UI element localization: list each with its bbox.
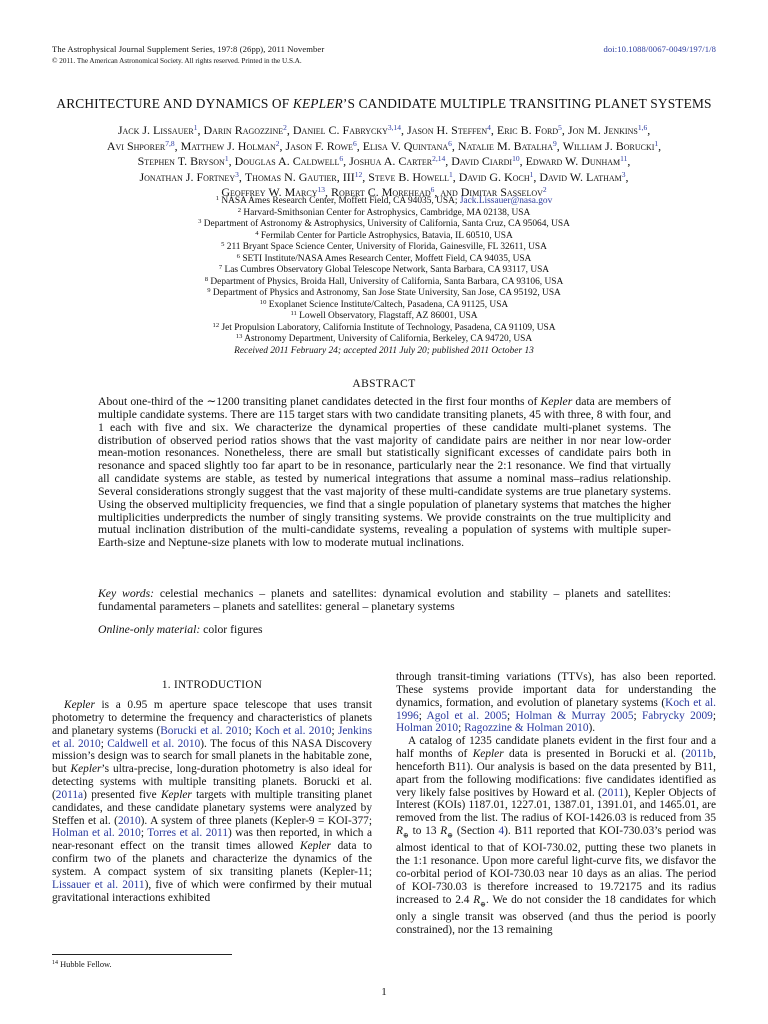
section-link[interactable]: 4 bbox=[498, 825, 505, 838]
affiliation-marker[interactable]: 13 bbox=[317, 185, 325, 195]
online-material: Online-only material: color figures bbox=[98, 623, 263, 636]
author-name: Thomas N. Gautier, III$^{12}$, bbox=[244, 169, 369, 184]
paper-title: ARCHITECTURE AND DYNAMICS OF KEPLER’S CANDIDATE MULTIPLE TRANSITING PLANET SYSTEMS bbox=[56, 96, 712, 111]
affiliation-marker[interactable]: 10 bbox=[512, 154, 520, 164]
author-name: Matthew J. Holman$^2$, bbox=[180, 138, 286, 153]
author-name: Daniel C. Fabrycky$^{3,14}$, bbox=[292, 123, 408, 137]
affiliation: $^9$ Department of Physics and Astronomy, San Jose State University, San Jose, CA 95192, USA bbox=[207, 287, 561, 298]
page-number: 1 bbox=[381, 986, 387, 998]
citation-link[interactable]: Koch et al. 2010 bbox=[255, 724, 332, 737]
citation-link[interactable]: Agol et al. 2005 bbox=[426, 709, 508, 722]
author-name: Edward W. Dunham$^{11}$, bbox=[525, 154, 631, 169]
affiliation-marker[interactable]: 7,8 bbox=[165, 138, 175, 148]
affiliation: $^4$ Fermilab Center for Particle Astrophysics, Batavia, IL 60510, USA bbox=[255, 229, 513, 241]
author-name: Geoffrey W. Marcy$^{13}$, bbox=[221, 185, 331, 200]
citation-link[interactable]: Holman et al. 2010 bbox=[52, 827, 141, 840]
email-link[interactable]: Jack.Lissauer@nasa.gov bbox=[459, 196, 553, 206]
affiliation: $^5$ 211 Bryant Space Science Center, University of Florida, Gainesville, FL 32611, USA bbox=[221, 241, 547, 252]
affiliation-marker[interactable]: 6 bbox=[352, 138, 357, 148]
affiliation: $^3$ Department of Astronomy & Astrophysics, University of California, Santa Cruz, CA 95064, USA bbox=[198, 218, 570, 229]
author-name: Darin Ragozzine$^2$, bbox=[203, 123, 293, 137]
affiliation: $^2$ Harvard-Smithsonian Center for Astrophysics, Cambridge, MA 02138, USA bbox=[237, 206, 531, 218]
citation-link[interactable]: 2011 bbox=[601, 786, 625, 799]
author-name: David Ciardi$^{10}$, bbox=[451, 154, 526, 169]
affiliation-marker[interactable]: 2 bbox=[275, 138, 280, 148]
author-name: Eric B. Ford$^5$, bbox=[496, 123, 568, 137]
author-name: Steve B. Howell$^1$, bbox=[368, 169, 459, 184]
author-name: Douglas A. Caldwell$^6$, bbox=[234, 154, 350, 169]
footnote-rule bbox=[52, 954, 232, 955]
citation-link[interactable]: Jenkins et al. 2010 bbox=[52, 724, 372, 750]
affiliation-marker[interactable]: 9 bbox=[552, 138, 557, 148]
author-name: Jack J. Lissauer$^1$, bbox=[117, 123, 204, 137]
citation-link[interactable]: Torres et al. 2011 bbox=[147, 827, 228, 840]
citation-link[interactable]: Ragozzine & Holman 2010 bbox=[464, 722, 589, 735]
affiliation-marker[interactable]: 3 bbox=[621, 169, 626, 179]
author-name: Jason F. Rowe$^6$, bbox=[285, 138, 363, 153]
author-name: David W. Latham$^3$, bbox=[539, 169, 629, 184]
citation-link[interactable]: Borucki et al. 2010 bbox=[160, 724, 249, 737]
citation-link[interactable]: Koch et al. 1996 bbox=[396, 696, 716, 722]
affiliation-marker[interactable]: 1 bbox=[529, 169, 534, 179]
affiliation: $^{11}$ Lowell Observatory, Flagstaff, AZ 86001, USA bbox=[290, 310, 478, 321]
affiliation: $^{10}$ Exoplanet Science Institute/Caltech, Pasadena, CA 91125, USA bbox=[259, 298, 509, 310]
affiliation-marker[interactable]: 2 bbox=[542, 185, 547, 195]
affiliation-marker[interactable]: 5 bbox=[558, 123, 562, 132]
author-name: David G. Koch$^1$, bbox=[458, 169, 540, 184]
affiliation-marker[interactable]: 2,14 bbox=[432, 154, 446, 164]
body-column-left bbox=[52, 699, 372, 905]
abstract-text: About one-third of the ∼1200 transiting planet candidates detected in the first four months of Kepler data are members of multiple candidate systems. There are 115 target stars with two candidate transiting planets, 45 with three, 8 with four, and 1 each with five and six. We characterize the dynamical properties of these candidate multi-planet systems. The distribution of observed period ratios shows that the vast majority of candidate pairs are neither in nor near low-order mean-motion resonances. Nonetheless, there are small but statistically significant excesses of candidate pairs both in resonance and spaced slightly too far apart to be in resonance, particularly near the 2:1 resonance. We find that virtually all candidate systems are stable, as tested by numerical integrations that assume a nominal mass–radius relationship. Several considerations strongly suggest that the vast majority of these multi-candidate systems are true planetary systems. Using the observed multiplicity frequencies, we find that a single population of planetary systems that matches the higher multiplicities underpredicts the number of singly transiting systems. We provide constraints on the true multiplicity and mutual inclination distribution of the multi-candidate systems, revealing a population of systems with multiple super-Earth-size and Neptune-size planets with low to moderate mutual inclinations. bbox=[98, 395, 671, 550]
author-name: Jason H. Steffen$^4$, bbox=[407, 123, 497, 137]
affiliation-marker[interactable]: 6 bbox=[448, 138, 452, 148]
affiliation-marker[interactable]: 1 bbox=[654, 138, 659, 148]
citation-link[interactable]: 2011b bbox=[685, 748, 714, 761]
affiliation-marker[interactable]: 1 bbox=[193, 123, 198, 132]
running-header bbox=[52, 44, 324, 54]
received-dates: Received 2011 February 24; accepted 2011 July 20; published 2011 October 13 bbox=[234, 345, 534, 356]
author-name: Stephen T. Bryson$^1$, bbox=[137, 154, 235, 169]
citation-link[interactable]: 2010 bbox=[117, 814, 141, 827]
author-name: Jonathan J. Fortney$^3$, bbox=[139, 169, 245, 184]
affiliation-marker[interactable]: 1 bbox=[449, 169, 453, 179]
citation-link[interactable]: Holman & Murray 2005 bbox=[515, 709, 634, 722]
paragraph: A catalog of 1235 candidate planets evident in the first four and a half months of Kepler data is presented in Borucki et al. (2011b, henceforth B11). Our analysis is based on the data presented by B11, apart from the following modifications: five candidates identified as very likely false positives by Howard et al. (2011), Kepler Objects of Interest (KOIs) 1187.01, 1227.01, 1387.01, 1391.01, and 1465.01, are removed from the list. The radius of KOI-1426.03 is reduced from 35 $R_\oplus$ to 13 $R_\oplus$ (Section 4). B11 reported that KOI-730.03’s period was almost identical to that of KOI-730.02, putting these two planets in the 1:1 resonance. Upon more careful light-curve fits, we disfavor the co-orbital period of KOI-730.03 near 10 days as an alias. The period of KOI-730.03 is therefore increased to 19.72175 and its radius increased to 2.4 $R_\oplus$. We do not consider the 18 candidates for which only a single transit was observed (and thus the period is poorly constrained), nor the 13 remaining bbox=[396, 735, 716, 936]
affiliation-marker[interactable]: 2 bbox=[283, 123, 287, 132]
author-name: Elisa V. Quintana$^6$, bbox=[362, 138, 458, 153]
affiliation: $^7$ Las Cumbres Observatory Global Telescope Network, Santa Barbara, CA 93117, USA bbox=[218, 264, 550, 275]
citation-link[interactable]: Fabrycky 2009 bbox=[642, 709, 713, 722]
citation-link[interactable]: Caldwell et al. 2010 bbox=[107, 737, 201, 750]
citation-link[interactable]: Lissauer et al. 2011 bbox=[52, 878, 145, 891]
affiliation-marker[interactable]: 1,6 bbox=[637, 123, 648, 132]
affiliation-marker[interactable]: 4 bbox=[487, 123, 491, 132]
body-column-right bbox=[396, 671, 716, 936]
affiliation-marker[interactable]: 6 bbox=[339, 154, 344, 164]
citation-link[interactable]: 2011a bbox=[55, 788, 84, 801]
affiliation-marker[interactable]: 1 bbox=[224, 154, 229, 164]
footnote: $^{14}$ Hubble Fellow. bbox=[52, 960, 112, 969]
affiliation-marker[interactable]: 12 bbox=[354, 169, 363, 179]
paragraph: through transit-timing variations (TTVs), has also been reported. These systems provide important data for understanding the dynamics, formation, and evolution of planetary systems (Koch et al. 1996; Agol et al. 2005; Holman & Murray 2005; Fabrycky 2009; Holman 2010; Ragozzine & Holman 2010). bbox=[396, 671, 716, 735]
affiliation-list bbox=[110, 196, 658, 357]
author-name: Robert C. Morehead$^6$, and bbox=[331, 185, 461, 200]
section-heading-introduction: 1. INTRODUCTION bbox=[161, 679, 263, 691]
author-name: Avi Shporer$^{7,8}$, bbox=[106, 138, 181, 153]
affiliation: $^6$ SETI Institute/NASA Ames Research Center, Moffett Field, CA 94035, USA bbox=[236, 252, 532, 264]
affiliation: $^{12}$ Jet Propulsion Laboratory, California Institute of Technology, Pasadena, CA 91109, USA bbox=[212, 321, 556, 333]
author-name: William J. Borucki$^1$, bbox=[562, 138, 662, 153]
doi-link[interactable]: doi:10.1088/0067-0049/197/1/8 bbox=[603, 44, 716, 54]
citation-link[interactable]: Holman 2010 bbox=[396, 722, 459, 735]
author-name: Natalie M. Batalha$^9$, bbox=[457, 138, 563, 153]
paragraph: Kepler is a 0.95 m aperture space telescope that uses transit photometry to determine the frequency and characteristics of planets and planetary systems (Borucki et al. 2010; Koch et al. 2010; Jenkins et al. 2010; Caldwell et al. 2010). The focus of this NASA Discovery mission’s design was to search for small planets in the habitable zone, but Kepler’s ultra-precise, long-duration photometry is also ideal for detecting systems with multiple transiting planets. Borucki et al. (2011a) presented five Kepler targets with multiple transiting planet candidates, and these candidate planetary systems were analyzed by Steffen et al. (2010). A system of three planets (Kepler-9 = KOI-377; Holman et al. 2010; Torres et al. 2011) was then reported, in which a near-resonant effect on the transit times allowed Kepler data to confirm two of the planets and characterize the dynamics of the system. A compact system of six transiting planets (Kepler-11; Lissauer et al. 2011), five of which were confirmed by their mutual gravitational interactions exhibited bbox=[52, 699, 373, 904]
journal-citation: , 197:8 (26pp), 2011 November bbox=[212, 44, 325, 54]
affiliation-marker[interactable]: 3 bbox=[235, 169, 239, 179]
affiliation-marker[interactable]: 3,14 bbox=[387, 123, 402, 132]
affiliation: $^8$ Department of Physics, Broida Hall, University of California, Santa Barbara, CA 93106, USA bbox=[204, 275, 564, 287]
author-name: Joshua A. Carter$^{2,14}$, bbox=[349, 154, 452, 169]
journal-name: The Astrophysical Journal Supplement Series bbox=[52, 44, 213, 54]
author-list bbox=[40, 123, 728, 201]
affiliation: $^{13}$ Astronomy Department, University of California, Berkeley, CA 94720, USA bbox=[235, 333, 533, 344]
affiliation-marker[interactable]: 11 bbox=[620, 154, 628, 164]
abstract-heading: ABSTRACT bbox=[352, 378, 416, 390]
author-name: Jon M. Jenkins$^{1,6}$, bbox=[567, 123, 651, 137]
affiliation: $^1$ NASA Ames Research Center, Moffett Field, CA 94035, USA; Jack.Lissauer@nasa.gov bbox=[215, 195, 553, 206]
affiliation-marker[interactable]: 6 bbox=[430, 185, 435, 195]
keywords: Key words: celestial mechanics – planets and satellites: dynamical evolution and stability – planets and satellites: fundamental parameters – planets and satellites: general – planetary systems bbox=[98, 587, 671, 613]
copyright-line: © 2011. The American Astronomical Society. All rights reserved. Printed in the U.S.A. bbox=[52, 57, 302, 65]
author-name: Dimitar Sasselov$^2$ bbox=[460, 185, 547, 200]
